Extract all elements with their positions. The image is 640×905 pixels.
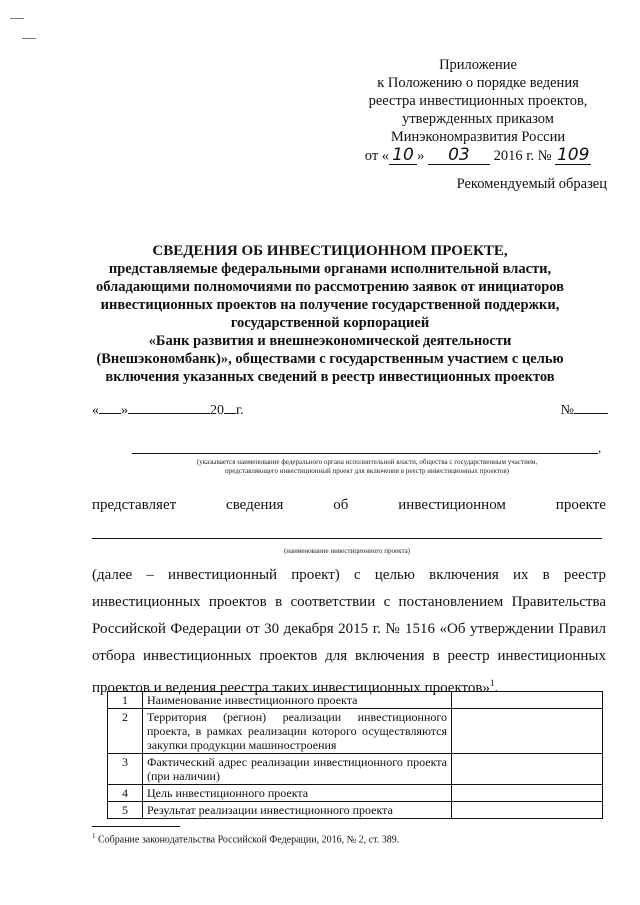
table-row — [108, 709, 603, 754]
date-open-quote: « — [92, 403, 99, 418]
handwritten-order-number: 109 — [556, 145, 590, 165]
footnote — [92, 832, 399, 845]
footnote-mark: 1 — [92, 832, 96, 840]
scan-mark — [22, 38, 36, 39]
row-value[interactable] — [452, 709, 603, 754]
table-row — [108, 802, 603, 819]
month-blank[interactable] — [128, 401, 210, 414]
appendix-line: реестра инвестиционных проектов, — [368, 93, 588, 109]
row-description: Фактический адрес реализации инвестиционного проекта (при наличии) — [143, 754, 452, 785]
date-field — [92, 401, 244, 419]
body-line: Российской Федерации от 30 декабря 2015 г. № 1516 «Об утверждении Правил — [92, 621, 606, 637]
footnote-ref: 1 — [489, 678, 495, 688]
row-number: 5 — [108, 802, 143, 819]
year-text: 2016 г. № — [493, 148, 552, 164]
body-paragraph — [92, 562, 606, 702]
table-row — [108, 754, 603, 785]
date-close-quote: » — [121, 403, 128, 418]
title-line: государственной корпорацией — [230, 315, 430, 331]
appendix-line: Приложение — [439, 57, 517, 73]
row-value[interactable] — [452, 785, 603, 802]
appendix-line: к Положению о порядке ведения — [377, 75, 579, 91]
document-title — [60, 242, 600, 386]
body-line: (далее – инвестиционный проект) с целью включения их в реестр — [92, 567, 606, 583]
organization-line[interactable] — [132, 441, 598, 454]
intro-line — [92, 497, 606, 514]
intro-word: инвестиционном — [398, 497, 506, 513]
body-line: инвестиционных проектов в соответствии с постановлением Правительства — [92, 594, 606, 610]
order-date-line — [348, 146, 608, 165]
row-number: 4 — [108, 785, 143, 802]
day-blank[interactable] — [99, 401, 121, 414]
title-line: обладающими полномочиями по рассмотрению заявок от инициаторов — [96, 279, 564, 295]
row-value[interactable] — [452, 692, 603, 709]
body-last-text: проектов и ведения реестра таких инвестиционных проектов» — [92, 680, 490, 696]
caption-line: представляющего инвестиционный проект для включения в реестр инвестиционных проектов) — [225, 467, 509, 475]
number-field — [561, 401, 608, 419]
title-line: «Банк развития и внешнеэкономической деятельности — [148, 333, 512, 349]
year-prefix: 20 — [210, 403, 224, 418]
row-number: 1 — [108, 692, 143, 709]
organization-caption — [132, 458, 602, 476]
intro-word: сведения — [226, 497, 284, 513]
number-blank[interactable] — [574, 401, 608, 414]
row-value[interactable] — [452, 802, 603, 819]
sample-label: Рекомендуемый образец — [456, 176, 607, 192]
number-label: № — [560, 403, 574, 418]
footnote-separator — [92, 826, 180, 827]
intro-word: представляет — [92, 497, 177, 513]
row-number: 3 — [108, 754, 143, 785]
table-row — [108, 785, 603, 802]
intro-word: об — [333, 497, 349, 513]
title-line: инвестиционных проектов на получение государственной поддержки, — [100, 297, 560, 313]
project-name-caption: (наименование инвестиционного проекта) — [283, 547, 411, 555]
title-line: представляемые федеральными органами исполнительной власти, — [108, 261, 552, 277]
title-main: СВЕДЕНИЯ ОБ ИНВЕСТИЦИОННОМ ПРОЕКТЕ, — [152, 243, 508, 259]
appendix-line: утвержденных приказом — [402, 111, 554, 127]
title-line: включения указанных сведений в реестр инвестиционных проектов — [105, 369, 555, 385]
row-value[interactable] — [452, 754, 603, 785]
handwritten-day: 10 — [389, 146, 417, 165]
title-line: (Внешэкономбанк)», обществами с государственным участием с целью — [96, 351, 564, 367]
row-description: Территория (регион) реализации инвестиционного проекта, в рамках реализации которого осуществляются закупки продукции машиностроения — [143, 709, 452, 754]
appendix-line: Минэкономразвития России — [390, 129, 566, 145]
scan-mark — [10, 18, 24, 19]
row-description: Наименование инвестиционного проекта — [143, 692, 452, 709]
intro-word: проекте — [555, 497, 606, 513]
date-prefix: от « — [364, 148, 390, 164]
footnote-text: Собрание законодательства Российской Федерации, 2016, № 2, ст. 389. — [95, 834, 400, 846]
year-suffix: г. — [236, 403, 244, 418]
body-line-last: проектов и ведения реестра таких инвестиционных проектов»$^1$. — [92, 678, 499, 696]
appendix-header — [348, 56, 608, 165]
body-line: отбора инвестиционных проектов для включения в реестр инвестиционных — [92, 648, 606, 664]
caption-line: (указывается наименование федерального органа исполнительной власти, общества с государственным участием, — [196, 458, 538, 466]
organization-comma: , — [598, 440, 602, 455]
row-description: Цель инвестиционного проекта — [143, 785, 452, 802]
table-row — [108, 692, 603, 709]
row-description: Результат реализации инвестиционного проекта — [143, 802, 452, 819]
project-name-line[interactable] — [92, 530, 602, 539]
handwritten-month: 03 — [428, 146, 490, 165]
row-number: 2 — [108, 709, 143, 754]
date-mid: » — [417, 148, 425, 164]
project-info-table — [107, 691, 603, 819]
year-blank[interactable] — [224, 401, 236, 414]
